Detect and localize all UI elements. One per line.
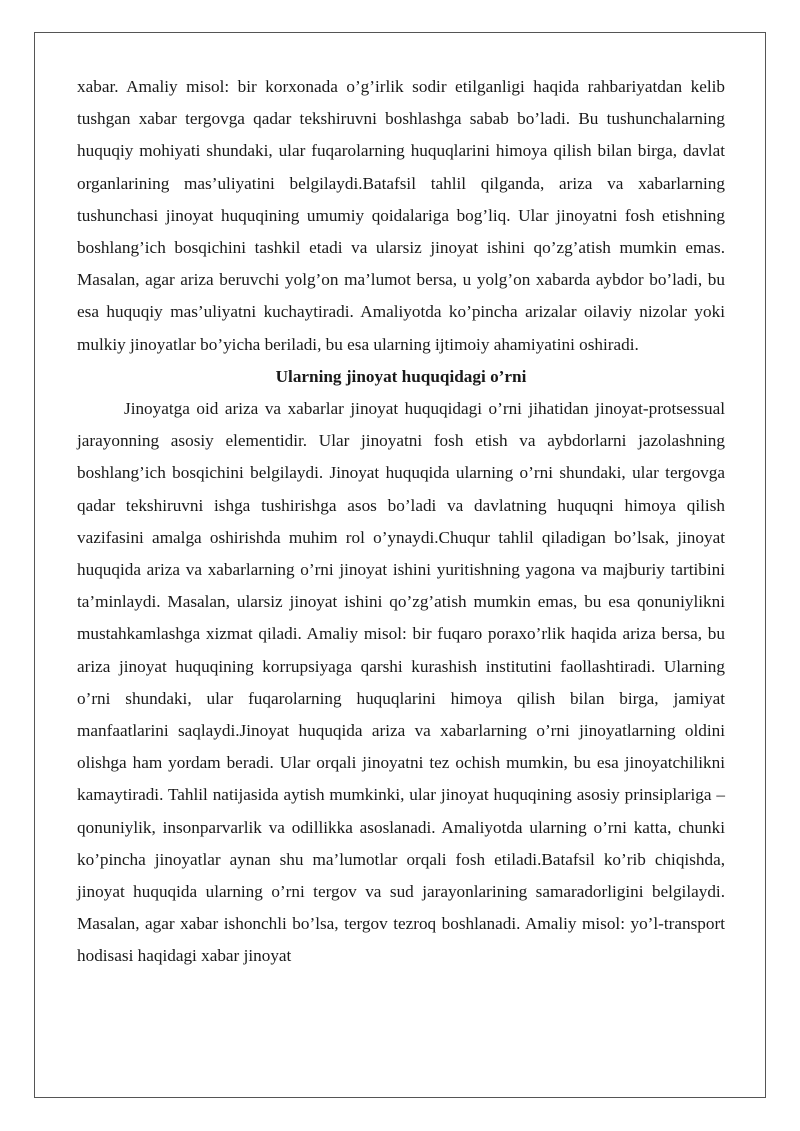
document-body (77, 71, 725, 973)
paragraph: xabar. Amaliy misol: bir korxonada o’g’irlik sodir etilganligi haqida rahbariyatdan kelib tushgan xabar tergovga qadar tekshiruvni boshlashga sabab bo’ladi. Bu tushunchalarning huquqiy mohiyati shundaki, ular fuqarolarning huquqlarini himoya qilish bilan birga, davlat organlarining mas’uliyatini belgilaydi.Batafsil tahlil qilganda, ariza va xabarlarning tushunchasi jinoyat huquqining umumiy qoidalariga bog’liq. Ular jinoyatni fosh etishning boshlang’ich bosqichini tashkil etadi va ularsiz jinoyat ishini qo’zg’atish mumkin emas. Masalan, agar ariza beruvchi yolg’on ma’lumot bersa, u yolg’on xabarda aybdor bo’ladi, bu esa huquqiy mas’uliyatni kuchaytiradi. Amaliyotda ko’pincha arizalar oilaviy nizolar yoki mulkiy jinoyatlar bo’yicha beriladi, bu esa ularning ijtimoiy ahamiyatini oshiradi. (77, 77, 725, 354)
section-heading: Ularning jinoyat huquqidagi o’rni (275, 366, 527, 386)
paragraph: Jinoyatga oid ariza va xabarlar jinoyat huquqidagi o’rni jihatidan jinoyat-protsessual jarayonning asosiy elementidir. Ular jinoyatni fosh etish va aybdorlarni jazolashning boshlang’ich bosqichini belgilaydi. Jinoyat huquqida ularning o’rni shundaki, ular tergovga qadar tekshiruvni ishga tushirishga asos bo’ladi va davlatning huquqni himoya qilish vazifasini amalga oshirishda muhim rol o’ynaydi.Chuqur tahlil qiladigan bo’lsak, jinoyat huquqida ariza va xabarlarning o’rni jinoyat ishini yuritishning yagona va majburiy tartibini ta’minlaydi. Masalan, ularsiz jinoyat ishini qo’zg’atish mumkin emas, bu esa qonuniylikni mustahkamlashga xizmat qiladi. Amaliy misol: bir fuqaro poraxo’rlik haqida ariza bersa, bu ariza jinoyat huquqining korrupsiyaga qarshi kurashish institutini faollashtiradi. Ularning o’rni shundaki, ular fuqarolarning huquqlarini himoya qilish bilan birga, jamiyat manfaatlarini saqlaydi.Jinoyat huquqida ariza va xabarlarning o’rni jinoyatlarning oldini olishga ham yordam beradi. Ular orqali jinoyatni tez ochish mumkin, bu esa jinoyatchilikni kamaytiradi. Tahlil natijasida aytish mumkinki, ular jinoyat huquqining asosiy prinsiplariga – qonuniylik, insonparvarlik va odillikka asoslanadi. Amaliyotda ularning o’rni katta, chunki ko’pincha jinoyatlar aynan shu ma’lumotlar orqali fosh etiladi.Batafsil ko’rib chiqishda, jinoyat huquqida ularning o’rni tergov va sud jarayonlarining samaradorligini belgilaydi. Masalan, agar xabar ishonchli bo’lsa, tergov tezroq boshlanadi. Amaliy misol: yo’l-transport hodisasi haqidagi xabar jinoyat (77, 399, 725, 966)
